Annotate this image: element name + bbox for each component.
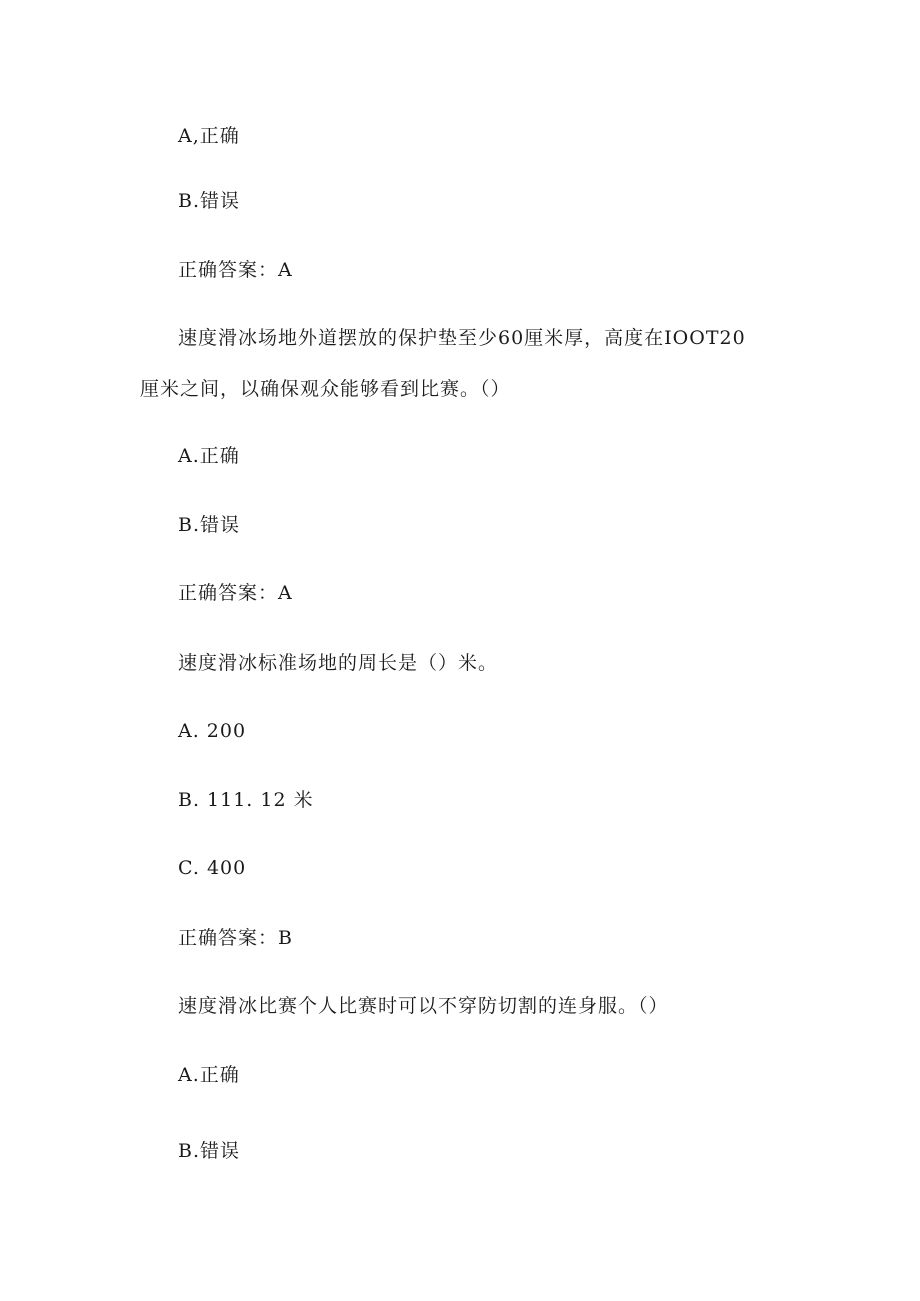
option-b: B.错误 xyxy=(178,1140,241,1162)
answer: 正确答案：B xyxy=(178,927,293,949)
question-text: 速度滑冰场地外道摆放的保护垫至少60厘米厚，高度在IOOT20 xyxy=(178,327,746,349)
option-b: B. 111. 12 米 xyxy=(178,789,314,811)
option-b: B.错误 xyxy=(178,514,241,536)
answer: 正确答案：A xyxy=(178,259,293,281)
question-text-continued: 厘米之间，以确保观众能够看到比赛。（） xyxy=(140,378,511,400)
option-a: A.正确 xyxy=(178,1064,240,1086)
answer: 正确答案：A xyxy=(178,582,293,604)
option-a: A. 200 xyxy=(178,720,247,742)
option-a: A.正确 xyxy=(178,445,240,467)
option-a: A,正确 xyxy=(178,125,240,147)
question-text: 速度滑冰比赛个人比赛时可以不穿防切割的连身服。（） xyxy=(178,995,669,1017)
question-text: 速度滑冰标准场地的周长是（）米。 xyxy=(178,652,499,674)
option-b: B.错误 xyxy=(178,190,241,212)
option-c: C. 400 xyxy=(178,857,247,879)
